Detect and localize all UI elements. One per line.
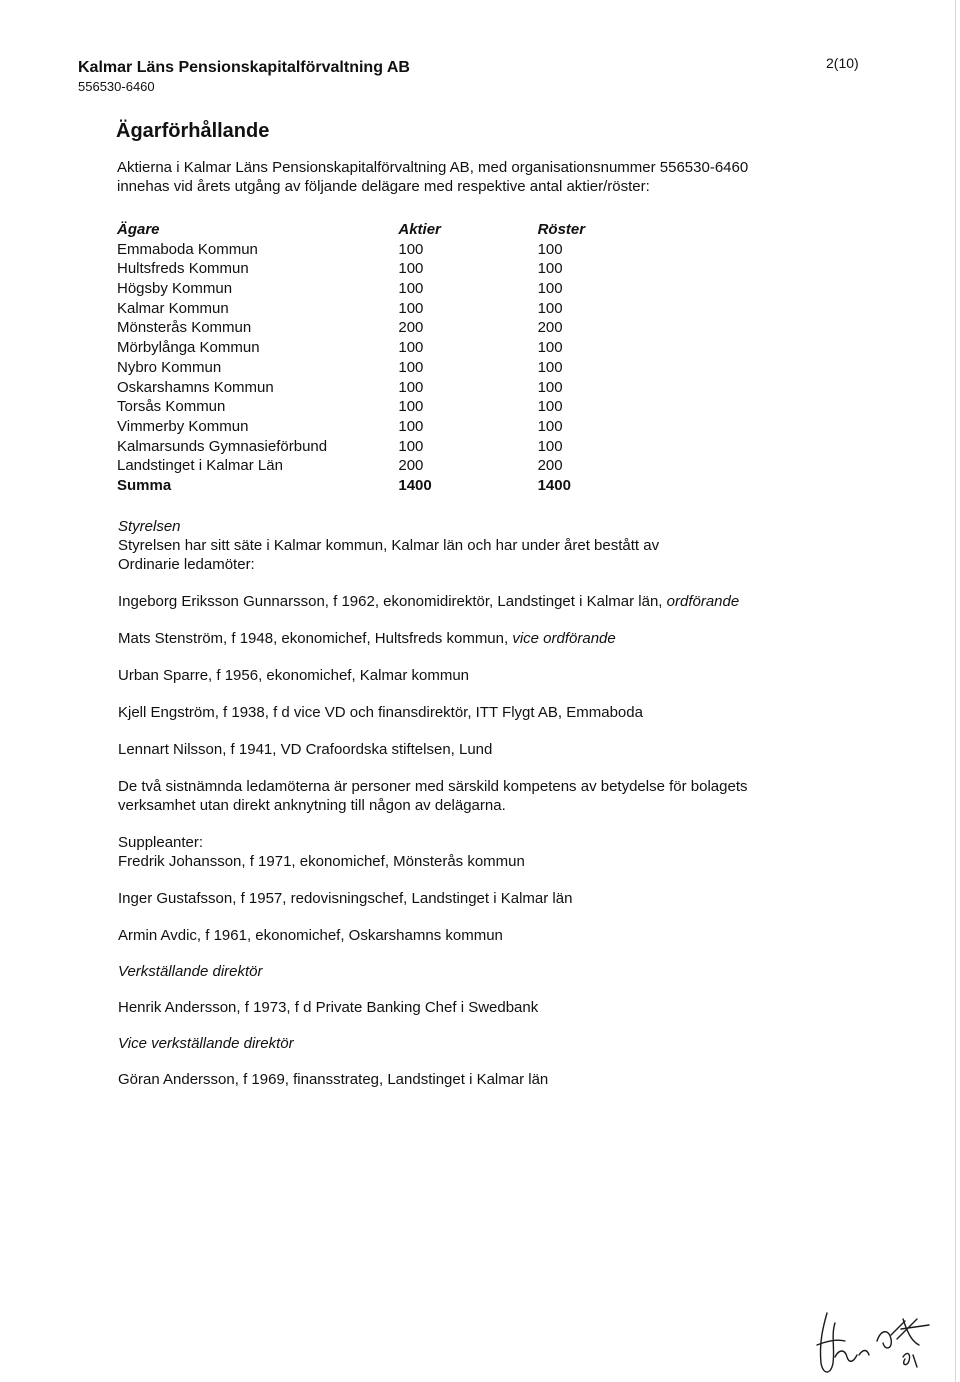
table-row [117,378,637,398]
shares-cell: 100 [398,299,424,317]
table-row [117,299,637,319]
intro-line: Aktierna i Kalmar Läns Pensionskapitalförvaltning AB, med organisationsnummer 556530-6460 [117,159,749,176]
shares-cell: 200 [398,457,424,475]
member-text: Ingeborg Eriksson Gunnarsson, f 1962, ekonomidirektör, Landstinget i Kalmar län, [118,593,667,610]
member-role: vice ordförande [512,630,616,647]
votes-cell: 100 [537,260,563,278]
owner-cell: Emmaboda Kommun [117,240,258,258]
vice-ceo-heading: Vice verkställande direktör [118,1035,294,1052]
total-votes: 1400 [537,476,571,494]
owner-cell: Mönsterås Kommun [117,319,252,337]
company-name: Kalmar Läns Pensionskapitalförvaltning AB [78,59,410,76]
owners-table [117,220,637,496]
votes-cell: 200 [537,319,563,337]
table-row [117,259,637,279]
header-shares: Aktier [398,221,441,238]
board-member: Lennart Nilsson, f 1941, VD Crafoordska stiftelsen, Lund [118,741,493,758]
org-number: 556530-6460 [78,79,155,94]
member-role: ordförande [666,593,740,610]
member-text: Mats Stenström, f 1948, ekonomichef, Hultsfreds kommun, [118,630,513,647]
table-row [117,437,637,457]
table-row [117,279,637,299]
owner-cell: Hultsfreds Kommun [117,260,249,278]
total-shares: 1400 [398,476,432,494]
shares-cell: 100 [398,417,424,435]
table-total-row [117,476,637,496]
owner-cell: Torsås Kommun [117,398,226,416]
header-votes: Röster [537,221,586,238]
table-row [117,318,637,338]
intro-line: innehas vid årets utgång av följande delägare med respektive antal aktier/röster: [117,178,650,195]
board-member [118,629,838,648]
page-number: 2(10) [826,55,859,71]
table-header-row [117,220,637,240]
ceo-heading: Verkställande direktör [118,963,263,980]
shares-cell: 100 [398,260,424,278]
table-row [117,397,637,417]
header-owner: Ägare [117,221,160,238]
votes-cell: 100 [537,398,563,416]
shares-cell: 100 [398,280,424,298]
vice-ceo-name: Göran Andersson, f 1969, finansstrateg, Landstinget i Kalmar län [118,1071,549,1088]
board-member [118,592,838,611]
owner-cell: Högsby Kommun [117,280,233,298]
board-heading: Styrelsen [118,518,181,535]
votes-cell: 100 [537,240,563,258]
page-edge-line [955,0,956,1382]
votes-cell: 100 [537,280,563,298]
table-row [117,338,637,358]
table-row [117,358,637,378]
board-note: verksamhet utan direkt anknytning till någon av delägarna. [118,797,506,814]
owner-cell: Oskarshamns Kommun [117,378,274,396]
shares-cell: 200 [398,319,424,337]
shares-cell: 100 [398,398,424,416]
deputy: Armin Avdic, f 1961, ekonomichef, Oskarshamns kommun [118,927,503,944]
section-title: Ägarförhållande [116,120,270,142]
owner-cell: Kalmar Kommun [117,299,229,317]
shares-cell: 100 [398,358,424,376]
votes-cell: 100 [537,339,563,357]
deputy: Fredrik Johansson, f 1971, ekonomichef, Mönsterås kommun [118,853,525,870]
board-member: Kjell Engström, f 1938, f d vice VD och finansdirektör, ITT Flygt AB, Emmaboda [118,704,643,721]
owner-cell: Nybro Kommun [117,358,222,376]
shares-cell: 100 [398,378,424,396]
board-intro: Styrelsen har sitt säte i Kalmar kommun, Kalmar län och har under året bestått av [118,537,660,554]
handwritten-signature [805,1305,935,1380]
shares-cell: 100 [398,240,424,258]
owner-cell: Vimmerby Kommun [117,417,249,435]
shares-cell: 100 [398,437,424,455]
votes-cell: 100 [537,378,563,396]
votes-cell: 100 [537,358,563,376]
table-row [117,240,637,260]
owner-cell: Kalmarsunds Gymnasieförbund [117,437,328,455]
owner-cell: Landstinget i Kalmar Län [117,457,283,475]
total-label: Summa [117,476,172,494]
ordinary-members-heading: Ordinarie ledamöter: [118,556,255,573]
deputies-heading: Suppleanter: [118,834,204,851]
board-note: De två sistnämnda ledamöterna är personer med särskild kompetens av betydelse för bolagets [118,778,748,795]
table-row [117,417,637,437]
deputy: Inger Gustafsson, f 1957, redovisningschef, Landstinget i Kalmar län [118,890,573,907]
votes-cell: 100 [537,417,563,435]
shares-cell: 100 [398,339,424,357]
votes-cell: 200 [537,457,563,475]
board-section [118,517,838,1089]
intro-text [117,158,837,196]
table-row [117,456,637,476]
votes-cell: 100 [537,437,563,455]
votes-cell: 100 [537,299,563,317]
owner-cell: Mörbylånga Kommun [117,339,260,357]
ceo-name: Henrik Andersson, f 1973, f d Private Banking Chef i Swedbank [118,999,539,1016]
board-member: Urban Sparre, f 1956, ekonomichef, Kalmar kommun [118,667,469,684]
